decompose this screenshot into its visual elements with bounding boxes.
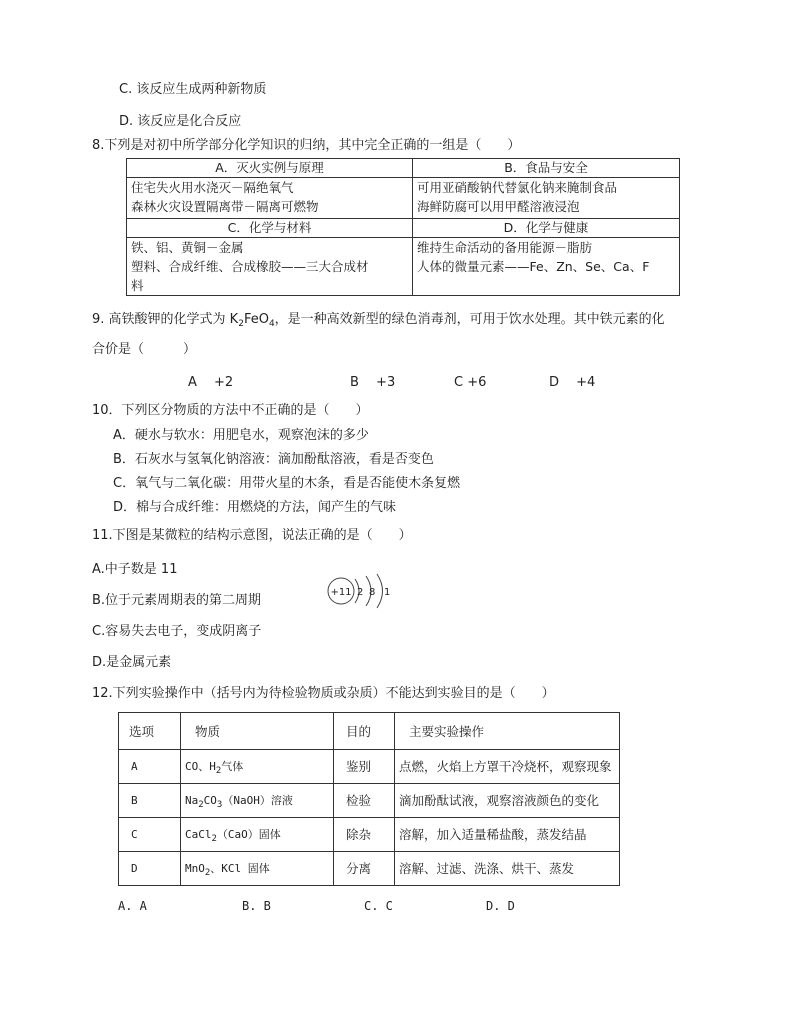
q11-option-b: B.位于元素周期表的第二周期: [92, 593, 262, 608]
q10-option-c: C．氧气与二氧化碳：用带火星的木条，看是否能使木条复燃: [113, 476, 461, 491]
q12-row-b-option: B: [119, 784, 181, 818]
q10-option-b: B．石灰水与氢氧化钠溶液：滴加酚酞溶液，看是否变色: [113, 452, 434, 467]
q8-c-body: [127, 238, 413, 296]
q10-option-a: A．硬水与软水：用肥皂水，观察泡沫的多少: [113, 428, 369, 443]
q12-row-a-substance: CO、$H_2$气体: [181, 750, 334, 784]
atomic-structure-diagram: [324, 573, 394, 609]
q12-option-b: B. B: [242, 899, 271, 913]
q12-row-c-substance: CaCl$_2$（CaO）固体: [181, 818, 334, 852]
q12-head-operation: 主要实验操作: [395, 713, 620, 750]
q9-option-a: A +2: [188, 375, 234, 390]
shell-3-count: 1: [384, 587, 391, 598]
q8-c-line2: 塑料、合成纤维、合成橡胶——三大合成材: [131, 259, 369, 274]
q12-head-substance: 物质: [181, 713, 334, 750]
q7-option-c: C. 该反应生成两种新物质: [119, 82, 267, 97]
q10-stem: 10．下列区分物质的方法中不正确的是（ ）: [92, 403, 369, 418]
q12-row-c-option: C: [119, 818, 181, 852]
q8-b-line1: 可用亚硝酸钠代替氯化钠来腌制食品: [417, 180, 618, 195]
q8-d-line2: 人体的微量元素——Fe、Zn、Se、Ca、F: [417, 259, 650, 274]
q11-stem: 11.下图是某微粒的结构示意图，说法正确的是（ ）: [92, 528, 412, 543]
q9-stem-line2: 合价是（ ）: [92, 342, 197, 357]
q7-option-d: D. 该反应是化合反应: [119, 114, 242, 129]
q12-option-d: D. D: [486, 899, 515, 913]
q11-option-c: C.容易失去电子，变成阴离子: [92, 624, 262, 639]
q12-row-a-option: A: [119, 750, 181, 784]
q12-row-d-substance: MnO$_2$、KCl 固体: [181, 852, 334, 886]
q12-row-a-operation: 点燃，火焰上方罩干冷烧杯，观察现象: [395, 750, 620, 784]
q8-a-head: A．灭火实例与原理: [127, 159, 413, 178]
q8-d-body: [413, 238, 680, 296]
q9-option-d: D +4: [549, 375, 596, 390]
q8-b-line2: 海鲜防腐可以用甲醛溶液浸泡: [417, 199, 580, 214]
table-row: [119, 784, 620, 818]
q12-option-c: C. C: [364, 899, 393, 913]
q8-a-body: [127, 178, 413, 219]
q8-table: [126, 158, 680, 296]
shell-2-count: 8: [369, 587, 376, 598]
q12-table: [118, 712, 620, 886]
q8-c-line3: 料: [131, 278, 144, 293]
q12-row-c-goal: 除杂: [334, 818, 395, 852]
q8-c-head: C．化学与材料: [127, 219, 413, 238]
q12-row-b-operation: 滴加酚酞试液，观察溶液颜色的变化: [395, 784, 620, 818]
shell-1-count: 2: [357, 587, 364, 598]
q12-header-row: [119, 713, 620, 750]
q12-row-a-goal: 鉴别: [334, 750, 395, 784]
q12-row-d-option: D: [119, 852, 181, 886]
q12-row-c-operation: 溶解，加入适量稀盐酸，蒸发结晶: [395, 818, 620, 852]
table-row: [119, 750, 620, 784]
q9-stem: 9. 高铁酸钾的化学式为 $K_2FeO_4$，是一种高效新型的绿色消毒剂，可用于饮水处理。其中铁元素的化: [92, 312, 665, 329]
q8-d-head: D．化学与健康: [413, 219, 680, 238]
q12-head-option: 选项: [119, 713, 181, 750]
q11-option-a: A.中子数是 11: [92, 562, 178, 577]
q11-option-d: D.是金属元素: [92, 655, 172, 670]
q12-head-goal: 目的: [334, 713, 395, 750]
q8-a-line2: 森林火灾设置隔离带－隔离可燃物: [131, 199, 319, 214]
electron-shell-3: [377, 574, 383, 608]
q8-b-body: [413, 178, 680, 219]
q8-a-line1: 住宅失火用水浇灭－隔绝氧气: [131, 180, 294, 195]
q9-option-c: C +6: [454, 375, 487, 390]
q12-option-a: A. A: [118, 899, 147, 913]
table-row: [119, 818, 620, 852]
q12-row-d-goal: 分离: [334, 852, 395, 886]
q8-d-line1: 维持生命活动的备用能源－脂肪: [417, 240, 593, 255]
q12-row-b-goal: 检验: [334, 784, 395, 818]
q8-b-head: B．食品与安全: [413, 159, 680, 178]
q12-row-d-operation: 溶解、过滤、洗涤、烘干、蒸发: [395, 852, 620, 886]
q12-row-b-substance: $Na_2CO_3(NaOH)$溶液: [181, 784, 334, 818]
table-row: [119, 852, 620, 886]
q8-c-line1: 铁、铝、黄铜－金属: [131, 240, 244, 255]
q8-stem: 8.下列是对初中所学部分化学知识的归纳，其中完全正确的一组是（ ）: [92, 138, 521, 153]
q12-stem: 12.下列实验操作中（括号内为待检验物质或杂质）不能达到实验目的是（ ）: [92, 686, 555, 701]
q10-option-d: D．棉与合成纤维：用燃烧的方法，闻产生的气味: [113, 500, 397, 515]
nucleus-charge: +11: [330, 587, 352, 598]
q9-option-b: B +3: [350, 375, 396, 390]
